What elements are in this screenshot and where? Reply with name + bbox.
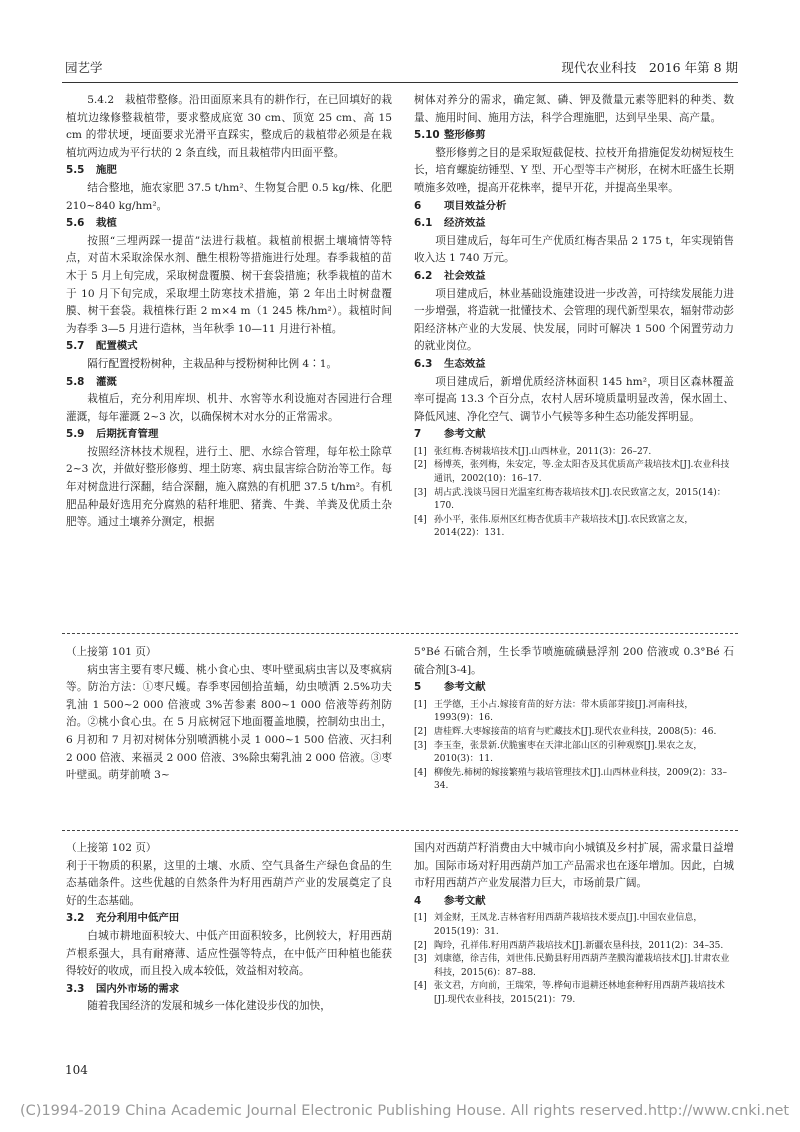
section-title: 灌溉	[96, 375, 117, 388]
section1-left-column	[66, 92, 392, 532]
body-paragraph: 项目建成后，每年可生产优质红梅杏果品 2 175 t，年实现销售收入达 1 740 万元。	[414, 234, 734, 265]
section-number: 3.2	[66, 912, 85, 925]
reference-text: 刘金财，王凤龙.吉林省籽用西葫芦栽培技术要点[J].中国农业信息，2015(19)：31.	[434, 913, 703, 937]
body-paragraph: 整形修剪之目的是采取短截促枝、拉枝开角措施促发幼树短枝生长，培育螺旋纺锤型、Y 型、开心型等丰产树形，在树木旺盛生长期喷施多效唑，提高开花株率，提早开花，并提高坐果率。	[414, 146, 734, 194]
section-heading	[414, 215, 734, 233]
section-separator	[62, 633, 738, 634]
section-title: 生态效益	[444, 357, 486, 370]
section-heading	[414, 198, 734, 216]
reference-list	[414, 912, 734, 1007]
section-title: 后期抚育管理	[96, 428, 159, 441]
section-title: 整形修剪	[444, 129, 486, 142]
body-paragraph: 栽植后，充分利用库坝、机井、水窖等水利设施对杏园进行合理灌溉，每年灌溉 2~3 次，以确保树木对水分的正常需求。	[66, 393, 392, 423]
reference-item	[414, 912, 734, 939]
section-number: 6.3	[414, 357, 433, 370]
body-paragraph: 项目建成后，新增优质经济林面积 145 hm²，项目区森林覆盖率可提高 13.3 个百分点，农村人居环境质量明显改善，保水固土、降低风速、净化空气、调节小气候等多种生态功能发挥明显。	[414, 375, 734, 423]
running-header-left: 园艺学	[65, 60, 103, 75]
body-paragraph: 5.4.2 栽植带整修。沿田面原来具有的耕作行，在已回填好的栽植坑边缘修整栽植带，要求整成底宽 30 cm、顶宽 25 cm、高 15 cm 的带状埂，埂面要求光滑平直踩实，整成后的栽植带必须是在栽植坑两边成为平行状的 2 条直线，而且栽植带内田面平整。	[66, 94, 392, 159]
section-title: 经济效益	[444, 217, 486, 230]
section-heading	[66, 162, 392, 180]
body-paragraph: 国内对西葫芦籽消费由大中城市向小城镇及乡村扩展，需求量日益增加。国际市场对籽用西葫芦加工产品需求也在逐年增加。因此，白城市籽用西葫芦产业发展潜力巨大，市场前景广阔。	[414, 842, 734, 890]
reference-item	[414, 726, 734, 740]
section-title: 国内外市场的需求	[96, 982, 180, 995]
reference-number: [2]	[414, 460, 427, 471]
reference-item	[414, 953, 734, 980]
body-paragraph: 项目建成后，林业基础设施建设进一步改善，可持续发展能力进一步增强，将造就一批懂技术、会管理的现代新型果农，辐射带动彭阳经济林产业的大发展、快发展，同时可解决 1 500 个闲置劳动力的就业岗位。	[414, 287, 734, 353]
section-number: 5.8	[66, 375, 85, 388]
body-paragraph: 按照“三埋两踩一提苗”法进行栽植。栽植前根据土壤墒情等特点，对苗木采取涂保水剂、醮生根粉等措施进行处理。春季栽植的苗木于 5 月上旬完成，采取树盘覆膜、树干套袋措施；秋季栽植的苗木于 10 月下旬完成，采取埋土防寒技术措施，第 2 年出土时树盘覆膜、树干套袋。栽植株行距 2 m×4 m（1 245 株/hm²）。栽植时间为春季 3—5 月进行造林，当年秋季 10—11 月进行补植。	[66, 234, 392, 335]
section-heading	[414, 426, 734, 444]
section-heading	[66, 374, 392, 392]
section-title: 参考文献	[444, 894, 486, 907]
section-heading	[414, 893, 734, 911]
section-number: 5.7	[66, 340, 85, 353]
reference-list	[414, 699, 734, 794]
section-heading	[66, 981, 392, 999]
reference-number: [1]	[414, 446, 427, 457]
section-heading	[414, 127, 734, 145]
reference-text: 柳俊先.柿树的嫁接繁殖与栽培管理技术[J].山西林业科技，2009(2)：33–34.	[434, 767, 727, 792]
reference-number: [2]	[414, 726, 427, 737]
section-number: 6.1	[414, 217, 433, 230]
section-number: 5.10	[414, 129, 440, 142]
section-heading	[66, 426, 392, 444]
reference-item	[414, 459, 734, 486]
header-rule	[62, 82, 738, 83]
body-paragraph: 5°Bé 石硫合剂，生长季节喷施硫磺悬浮剂 200 倍液或 0.3°Bé 石硫合剂[3-4]。	[414, 646, 734, 676]
section-title: 参考文献	[444, 681, 486, 694]
reference-number: [4]	[414, 767, 427, 778]
section3-left-column	[66, 840, 392, 1016]
section-separator	[62, 830, 738, 831]
section-number: 5.6	[66, 217, 85, 230]
reference-number: [4]	[414, 981, 427, 992]
reference-list	[414, 446, 734, 541]
reference-item	[414, 740, 734, 767]
section-title: 施肥	[96, 164, 117, 177]
reference-text: 杨博英，张列梅，朱安定，等.金太阳杏及其优质高产栽培技术[J].农业科技通讯，2002(10)：16–17.	[434, 460, 730, 485]
reference-number: [4]	[414, 514, 427, 525]
reference-text: 唐桂辉.大枣嫁接苗的培育与贮藏技术[J].现代农业科技，2008(5)：46.	[434, 726, 717, 737]
section2-left-column	[66, 644, 392, 785]
body-paragraph: 利于干物质的积累，这里的土壤、水质、空气具备生产绿色食品的生态基础条件。这些优越的自然条件为籽用西葫芦产业的发展奠定了良好的生态基础。	[66, 859, 392, 907]
section1-right-column	[414, 92, 734, 541]
body-paragraph: 病虫害主要有枣尺蠖、桃小食心虫、枣叶壁虱病虫害以及枣疯病等。防治方法：①枣尺蠖。春季枣园刨拾茧蛹，幼虫喷洒 2.5%功夫乳油 1 500~2 000 倍液或 3%苦参素 800~1 000 倍液等药剂防治。②桃小食心虫。在 5 月底树冠下地面覆盖地膜，控制幼虫出土，6 月初和 7 月初对树体分别喷洒桃小灵 1 000~1 500 倍液、灭扫利 2 000 倍液、来福灵 2 000 倍液、3%除虫菊乳油 2 000 倍液。③枣叶壁虱。萌芽前喷 3~	[66, 663, 392, 782]
reference-item	[414, 514, 734, 541]
section-heading	[414, 268, 734, 286]
copyright-text: (C)1994-2019 China Academic Journal Electronic Publishing House. All rights reserved.	[20, 1103, 648, 1119]
reference-number: [2]	[414, 940, 427, 951]
cnki-url: http://www.cnki.net	[647, 1103, 790, 1119]
section-title: 配置模式	[96, 340, 138, 353]
reference-text: 李玉奎，张景新.伏脆蜜枣在天津北部山区的引种观察[J].果农之友，2010(3)：11.	[434, 740, 703, 765]
reference-item	[414, 487, 734, 514]
body-paragraph: 白城市耕地面积较大、中低产田面积较多，比例较大，籽用西葫芦根系强大，具有耐瘠薄、适应性强等特点，在中低产田种植也能获得较好的收成，而且投入成本较低，效益相对较高。	[66, 929, 392, 978]
section-number: 6	[414, 199, 422, 212]
section-number: 4	[414, 894, 422, 907]
body-paragraph: （上接第 102 页）	[66, 842, 157, 854]
reference-number: [3]	[414, 740, 427, 751]
section3-right-column	[414, 840, 734, 1008]
reference-text: 张红梅.杏树栽培技术[J].山西林业，2011(3)：26–27.	[434, 446, 652, 457]
section-number: 5.5	[66, 164, 85, 177]
section-title: 充分利用中低产田	[96, 912, 180, 925]
section-heading	[66, 215, 392, 233]
reference-text: 陶玲，孔祥伟.籽用西葫芦栽培技术[J].新疆农垦科技，2011(2)：34–35.	[434, 940, 724, 951]
body-paragraph: 结合整地，施农家肥 37.5 t/hm²、生物复合肥 0.5 kg/株、化肥 210~840 kg/hm²。	[66, 181, 392, 212]
section-heading	[414, 679, 734, 697]
reference-text: 张文君，方向前，王瑞荣，等.桦甸市退耕还林地套种籽用西葫芦栽培技术[J].现代农业科技，2015(21)：79.	[434, 981, 725, 1005]
reference-number: [1]	[414, 913, 427, 924]
section-title: 社会效益	[444, 269, 486, 282]
reference-number: [1]	[414, 699, 427, 710]
reference-text: 刘康德，徐吉伟，刘世伟.民勤县籽用西葫芦垄膜沟灌栽培技术[J].甘肃农业科技，2015(6)：87–88.	[434, 954, 730, 978]
section-number: 5.9	[66, 428, 85, 441]
body-paragraph: 随着我国经济的发展和城乡一体化建设步伐的加快，	[87, 1000, 331, 1013]
reference-text: 胡占武.浅谈马园日光温室红梅杏栽培技术[J].农民致富之友，2015(14)：170.	[434, 487, 726, 512]
section-heading	[66, 338, 392, 356]
reference-item	[414, 940, 734, 954]
running-header-right: 现代农业科技 2016 年第 8 期	[561, 60, 738, 75]
section-number: 6.2	[414, 269, 433, 282]
section-heading	[66, 910, 392, 928]
section-title: 项目效益分析	[444, 199, 507, 212]
body-paragraph: （上接第 101 页）	[66, 646, 157, 658]
body-paragraph: 树体对养分的需求，确定氮、磷、钾及微量元素等肥料的种类、数量、施用时间、施用方法，科学合理施肥，达到早坐果、高产量。	[414, 94, 734, 124]
section-number: 3.3	[66, 982, 85, 995]
page-number: 104	[65, 1063, 88, 1077]
body-paragraph: 按照经济林技术规程，进行土、肥、水综合管理，每年松土除草 2~3 次，并做好整形修剪、埋土防寒、病虫鼠害综合防治等工作。每年对树盘进行深翻，结合深翻，施入腐熟的有机肥 37.5 t/hm²。有机肥品种最好选用充分腐熟的秸秆堆肥、猪粪、牛粪、羊粪及优质土杂肥等。通过土壤养分测定，根据	[66, 445, 392, 529]
section-title: 栽植	[96, 217, 117, 230]
section-title: 参考文献	[444, 428, 486, 441]
section-heading	[414, 356, 734, 374]
reference-item	[414, 767, 734, 794]
section-number: 7	[414, 428, 422, 441]
reference-text: 孙小平，张伟.原州区红梅杏优质丰产栽培技术[J].农民致富之友，2014(22)：131.	[434, 514, 694, 539]
body-paragraph: 隔行配置授粉树种，主栽品种与授粉树种比例 4∶1。	[87, 357, 338, 370]
reference-number: [3]	[414, 954, 427, 965]
reference-number: [3]	[414, 487, 427, 498]
section2-right-column	[414, 644, 734, 794]
reference-item	[414, 446, 734, 460]
reference-item	[414, 699, 734, 726]
section-number: 5	[414, 681, 422, 694]
copyright-footer	[20, 1103, 790, 1119]
reference-item	[414, 980, 734, 1007]
reference-text: 王学德，王小占.嫁接育苗的好方法：带木质部芽接[J].河南科技，1993(9)：16.	[434, 699, 694, 724]
